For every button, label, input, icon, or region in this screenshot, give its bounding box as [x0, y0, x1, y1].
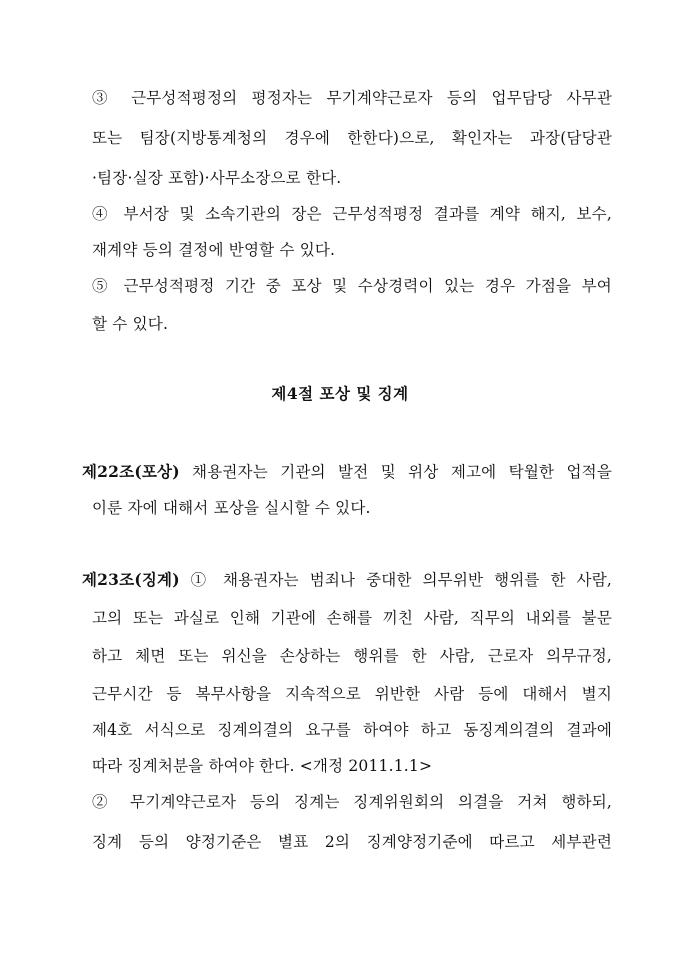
para5-line1: ⑤ 근무성적평정 기간 중 포상 및 수상경력이 있는 경우 가점을 부여	[92, 277, 612, 295]
article23-line1	[82, 570, 612, 590]
article23-title: 제23조(징계)	[82, 570, 180, 589]
para3-line2: 또는 팀장(지방통계청의 경우에 한한다)으로, 확인자는 과장(담당관	[92, 129, 612, 147]
article23-p2-line2: 징계 등의 양정기준은 별표 2의 징계양정기준에 따르고 세부관련	[92, 833, 612, 851]
para4-line2: 재계약 등의 결정에 반영할 수 있다.	[92, 241, 336, 259]
article22-line2: 이룬 자에 대해서 포상을 실시할 수 있다.	[92, 499, 371, 517]
article23-text1: ① 채용권자는 범죄나 중대한 의무위반 행위를 한 사람,	[179, 571, 612, 589]
article23-line6: 따라 징계처분을 하여야 한다. <개정 2011.1.1>	[92, 757, 433, 775]
article23-line2: 고의 또는 과실로 인해 기관에 손해를 끼친 사람, 직무의 내외를 불문	[92, 609, 612, 627]
para5-line2: 할 수 있다.	[92, 315, 169, 333]
article23-p2-line1: ② 무기계약근로자 등의 징계는 징계위원회의 의결을 거쳐 행하되,	[92, 793, 612, 811]
para3-line3: ·팀장·실장 포함)·사무소장으로 한다.	[92, 169, 342, 187]
article22-text1: 채용권자는 기관의 발전 및 위상 제고에 탁월한 업적을	[179, 463, 612, 481]
section-heading: 제4절 포상 및 징계	[271, 384, 409, 403]
article23-line3: 하고 체면 또는 위신을 손상하는 행위를 한 사람, 근로자 의무규정,	[92, 647, 612, 665]
article22-title: 제22조(포상)	[82, 462, 180, 481]
article23-line5: 제4호 서식으로 징계의결의 요구를 하여야 하고 동징계의결의 결과에	[92, 721, 612, 739]
article23-line4: 근무시간 등 복무사항을 지속적으로 위반한 사람 등에 대해서 별지	[92, 685, 612, 703]
article22-line1	[82, 462, 612, 482]
para4-line1: ④ 부서장 및 소속기관의 장은 근무성적평정 결과를 계약 해지, 보수,	[92, 205, 612, 223]
para3-line1: ③ 근무성적평정의 평정자는 무기계약근로자 등의 업무담당 사무관	[92, 89, 612, 107]
